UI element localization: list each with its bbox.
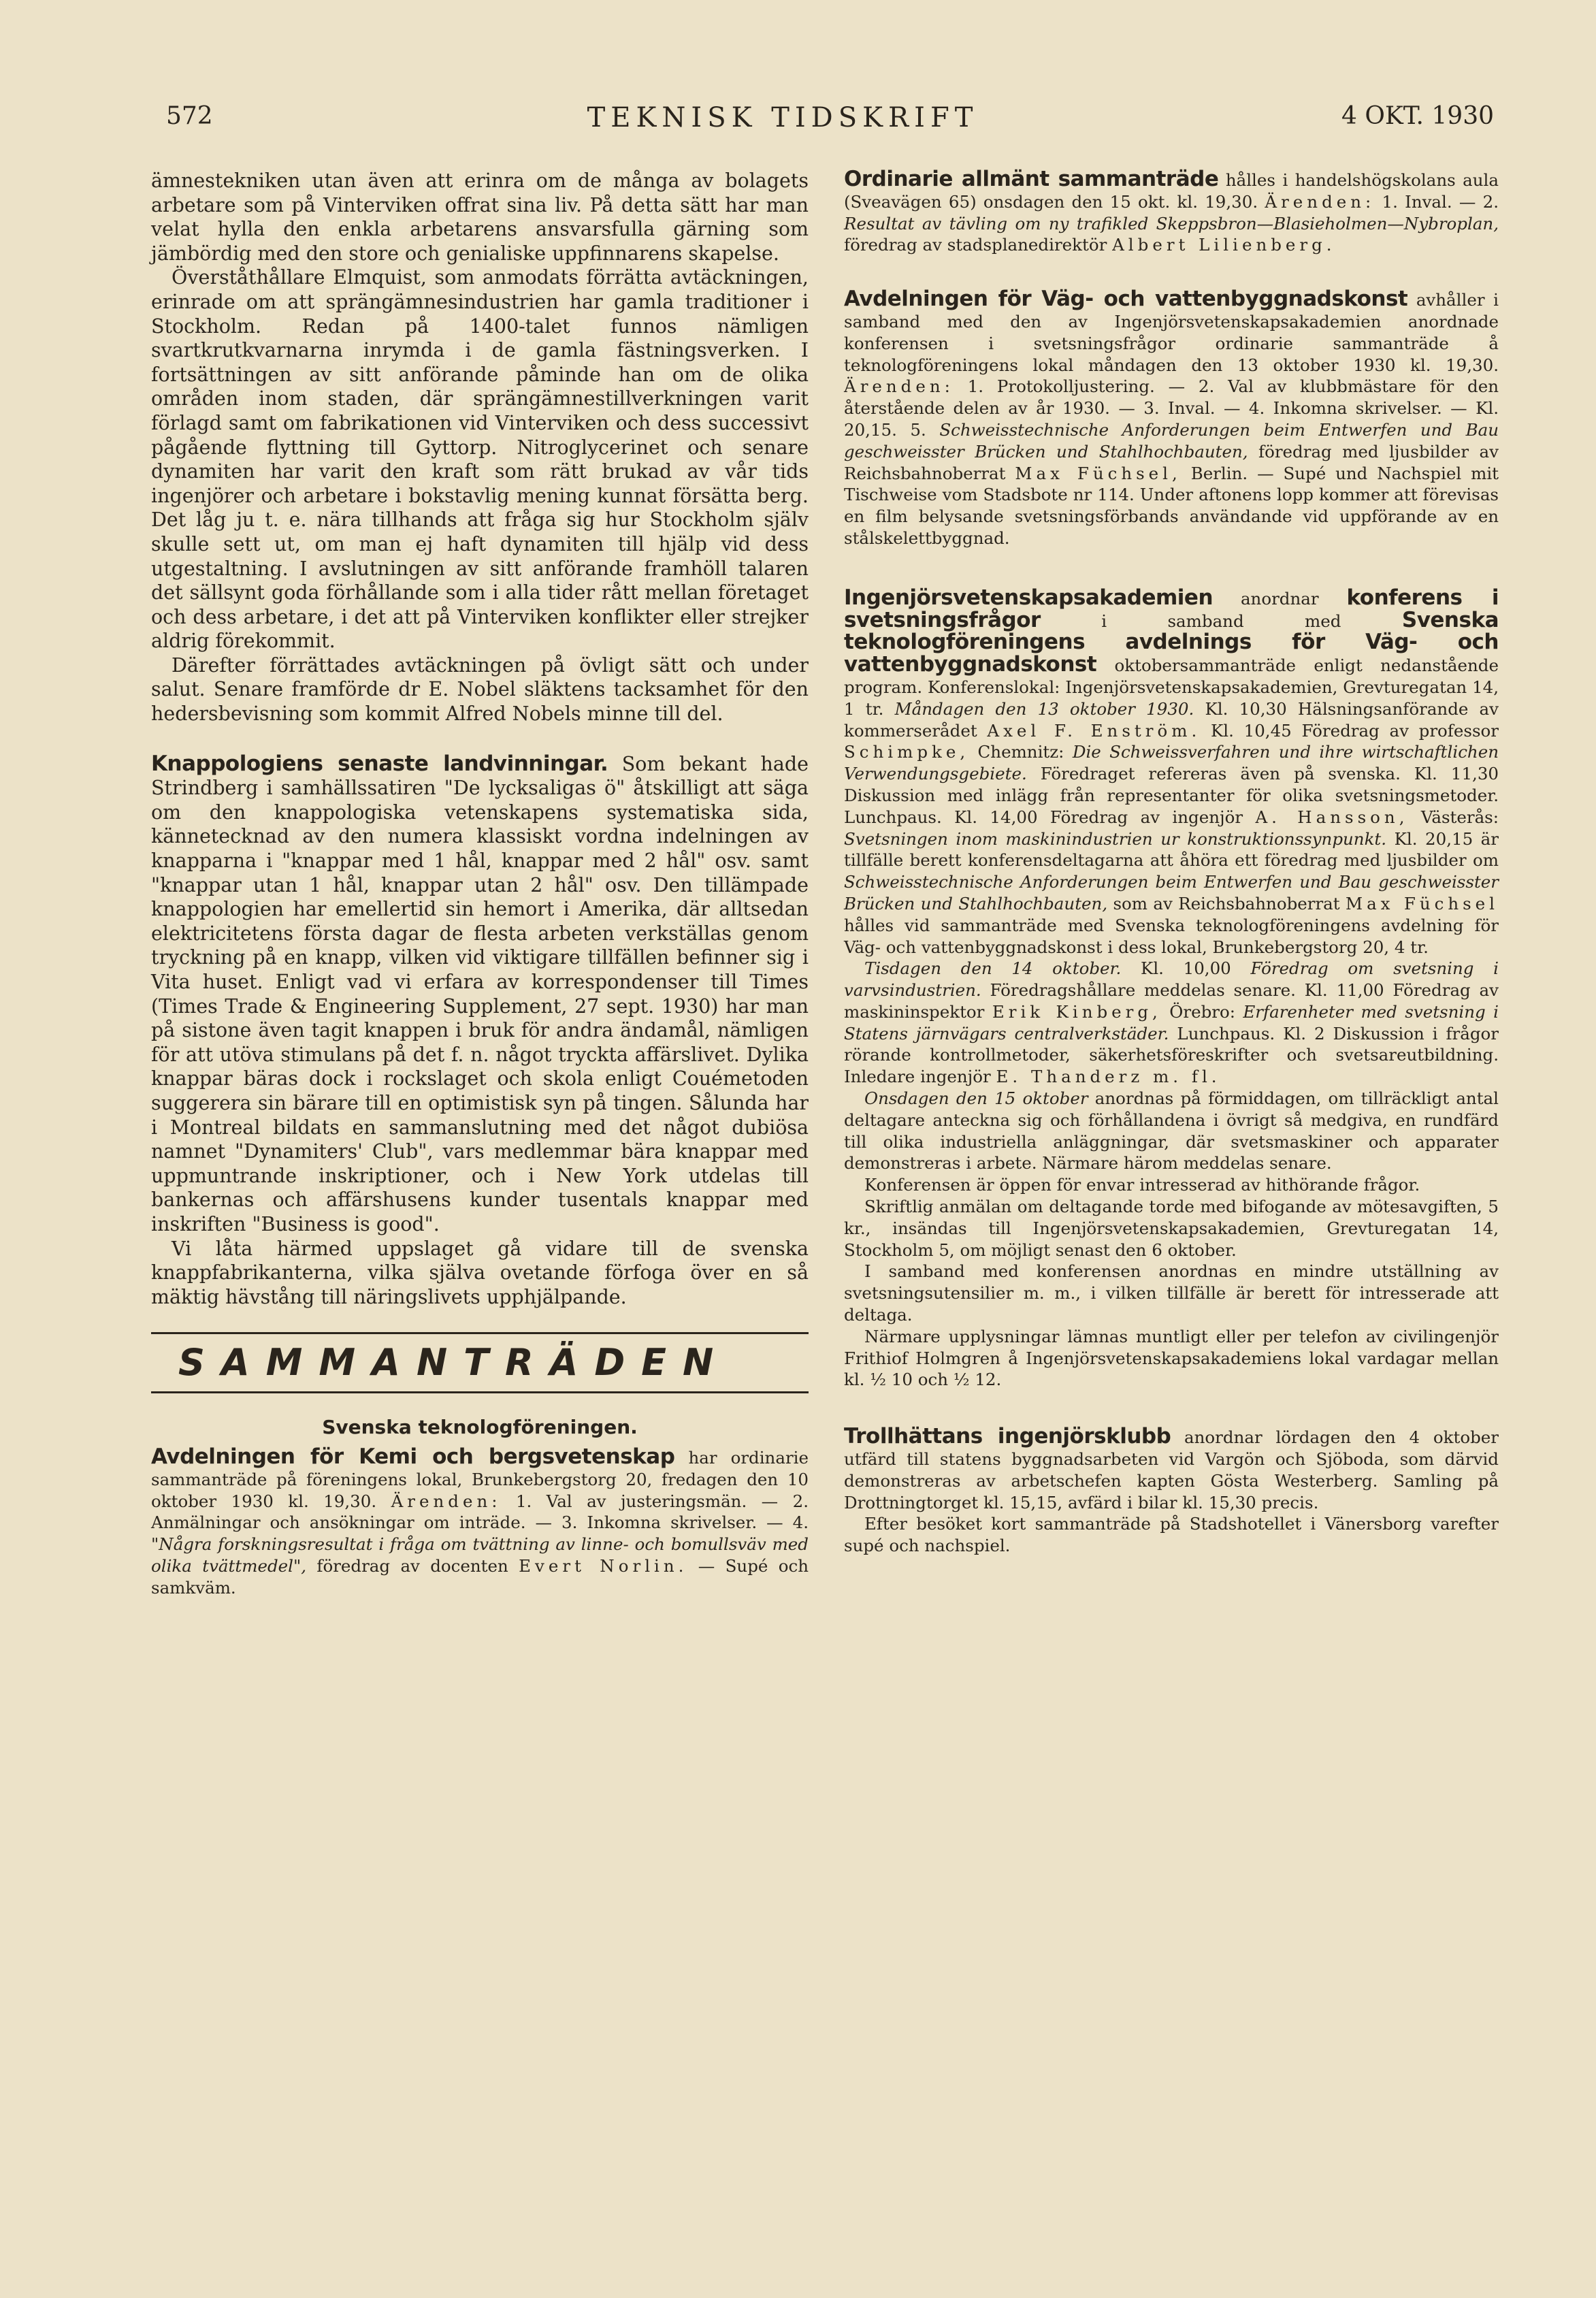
notice-heading: Ordinarie allmänt sammanträde [844,167,1219,191]
page-header [0,102,1596,143]
notice-kemi: Avdelningen för Kemi och bergsvetenskap har ordinarie sammanträde på föreningens lokal, Brunkebergstorg 20, fredagen den 10 oktober 1930 kl. 19,30. Ärenden: 1. Val av justeringsmän. — 2. Anmälningar och ansökningar om inträde. — 3. Inkomna skrivelser. — 4. "Några forskningsresultat i fråga om tvättning av linne- och bomullsväv med olika tvättmedel", föredrag av docenten Evert Norlin. — Supé och samkväm. [151,1444,809,1598]
paragraph: Tisdagen den 14 oktober. Kl. 10,00 Föredrag om svetsning i varvsindustrien. Föredragshållare meddelas senare. Kl. 11,00 Föredrag av maskininspektor Erik Kinberg, Örebro: Erfarenheter med svetsning i Statens järnvägars centralverkstäder. Lunchpaus. Kl. 2 Diskussion i frågor rörande kontrollmetoder, säkerhetsföreskrifter och svetsareutbildning. Inledare ingenjör E. Thanderz m. fl. [844,958,1499,1087]
notice-heading: Ingenjörsvetenskapsakademien [844,585,1214,610]
notice-ordinarie: Ordinarie allmänt sammanträde hålles i handelshögskolans aula (Sveavägen 65) onsdagen den 15 okt. kl. 19,30. Ärenden: 1. Inval. — 2. Resultat av tävling om ny trafikled Skeppsbron—Blasieholmen—Nybroplan, föredrag av stadsplanedirektör Albert Lilienberg. [844,167,1499,255]
notice-heading: Trollhättans ingenjörsklubb [844,1424,1171,1449]
right-column [844,169,1499,1557]
section-subheading: Svenska teknologföreningen. [322,1416,638,1439]
paragraph: Överståthållare Elmquist, som anmodats förrätta avtäckningen, erinrade om att sprängämnesindustrien har gamla traditioner i Stockholm. Redan på 1400-talet funnos nämligen svartkrutkvarnarna inrymda i de gamla fästningsverken. I fortsättningen av sitt anförande påminde han om de olika områden inom staden, där sprängämnestillverkningen varit förlagd samt om fabrikationen vid Vinterviken och dess successivt pågående flyttning till Gyttorp. Nitroglycerinet och senare dynamiten har varit den kraft som rätt brukad av vår tids ingenjörer och arbetare i bokstavlig mening kunnat försätta berg. Det låg ju t. e. nära tillhands att fråga sig hur Stockholm själv skulle sett ut, om man ej haft dynamiten till hjälp vid dess utgestaltning. I avslutningen av sitt anförande framhöll talaren det sällsynt goda förhållande som i alla tider rått mellan företaget och dess arbetare, i det att på Vinterviken konflikter eller strejker aldrig förekommit. [151,266,809,653]
notice-trollhattan: Trollhättans ingenjörsklubb anordnar lördagen den 4 oktober utfärd till statens byggnadsarbeten vid Vargön och Sjöboda, som därvid demonstreras av arbetschefen kapten Gösta Westerberg. Samling på Drottningtorget kl. 15,15, avfärd i bilar kl. 15,30 precis. [844,1424,1499,1512]
paragraph: I samband med konferensen anordnas en mindre utställning av svetsningsutensilier m. m., i vilken tillfälle är berett för intresserade att deltaga. [844,1261,1499,1325]
paragraph: Vi låta härmed uppslaget gå vidare till de svenska knappfabrikanterna, vilka själva ovetande förfoga över en så mäktig hävstång till näringslivets upphjälpande. [151,1237,809,1308]
notice-heading: Avdelningen för Kemi och bergsvetenskap [151,1444,675,1469]
notice-iva: Ingenjörsvetenskapsakademien anordnar konferens i svetsningsfrågor i samband med Svenska teknologföreningens avdelnings för Väg- och vattenbyggnadskonst oktobersammanträde enligt nedanstående program. Konferenslokal: Ingenjörsvetenskapsakademien, Grevturegatan 14, 1 tr. Måndagen den 13 oktober 1930. Kl. 10,30 Hälsningsanförande av kommerserådet Axel F. Enström. Kl. 10,45 Föredrag av professor Schimpke, Chemnitz: Die Schweissverfahren und ihre wirtschaftlichen Verwendungsgebiete. Föredraget refereras även på svenska. Kl. 11,30 Diskussion med inlägg från representanter för olika svetsningsmetoder. Lunchpaus. Kl. 14,00 Föredrag av ingenjör A. Hansson, Västerås: Svetsningen inom maskinindustrien ur konstruktionssynpunkt. Kl. 20,15 är tillfälle berett konferensdeltagarna att åhöra ett föredrag med ljusbilder om Schweisstechnische Anforderungen beim Entwerfen und Bau geschweisster Brücken und Stahlhochbauten, som av Reichsbahnoberrat Max Füchsel hålles vid sammanträde med Svenska teknologföreningens avdelning för Väg- och vattenbyggnadskonst i dess lokal, Brunkebergstorg 20, 4 tr. [844,585,1499,957]
journal-title: TEKNISK TIDSKRIFT [587,102,979,133]
notice-heading: Avdelningen för Väg- och vattenbyggnadskonst [844,287,1408,312]
paragraph: Närmare upplysningar lämnas muntligt eller per telefon av civilingenjör Frithiof Holmgren å Ingenjörsvetenskapsakademiens lokal vardagar mellan kl. ½ 10 och ½ 12. [844,1326,1499,1390]
paragraph: ämnestekniken utan även att erinra om de många av bolagets arbetare som på Vinterviken offrat sina liv. På detta sätt har man velat hylla den enkla arbetarens ansvarsfulla gärning som jämbördig med den store och genialiske uppfinnarens skapelse. [151,169,809,265]
page-number: 572 [166,102,213,130]
article-heading: Knappologiens senaste landvinningar. [151,751,608,776]
paragraph-text: Som bekant hade Strindberg i samhällssatiren "De lycksaligas ö" åtskilligt att säga om den knappologiska vetenskapens systematiska sida, kännetecknad av den numera klassiskt vordna indelningen av knapparna i "knappar med 1 hål, knappar med 2 hål" osv. samt "knappar utan 1 hål, knappar utan 2 hål" osv. Den tillämpade knappologien har emellertid sin hemort i Amerika, där alltsedan elektricitetens första dagar de flesta arbeten verkställas genom tryckning på en knapp, vilken vid viktigare tillfällen befinner sig i Vita huset. Enligt vad vi erfara av korrespondenser till Times (Times Trade & Engineering Supplement, 27 sept. 1930) har man på sistone även tagit knappen i bruk för andra ändamål, nämligen för att utöva stimulans på det f. n. något tryckta affärslivet. Dylika knappar bäras dock i rockslaget och skola enligt Couémetoden suggerera sin bärare till en optimistisk syn på tingen. Sålunda har i Montreal bildats en sammanslutning med det något dubiösa namnet "Dynamiters' Club", vars medlemmar bära knappar med uppmuntrande inskriptioner, och i New York utdelas till bankernas och affärshusens kunder tusentals knappar med inskriften "Business is good". [151,752,809,1235]
paragraph: Därefter förrättades avtäckningen på övligt sätt och under salut. Senare framförde dr E. Nobel släktens tacksamhet för den hedersbevisning som kommit Alfred Nobels minne till del. [151,653,809,726]
issue-date: 4 OKT. 1930 [1341,102,1494,130]
left-column [151,169,809,1598]
paragraph: Onsdagen den 15 oktober anordnas på förmiddagen, om tillräckligt antal deltagare anteckna sig och förhållandena i övrigt så medgiva, en rundfärd till olika industriella anläggningar, där svetsmaskiner och apparater demonstreras i arbete. Närmare härom meddelas senare. [844,1088,1499,1174]
paragraph: Konferensen är öppen för envar intresserad av hithörande frågor. [864,1175,1420,1195]
paragraph: Skriftlig anmälan om deltagande torde med bifogande av mötesavgiften, 5 kr., insändas till Ingenjörsvetenskapsakademien, Grevturegatan 14, Stockholm 5, om möjligt senast den 6 oktober. [844,1197,1499,1260]
notice-vag: Avdelningen för Väg- och vattenbyggnadskonst avhåller i samband med den av Ingenjörsvetenskapsakademien anordnade konferensen i svetsningsfrågor ordinarie sammanträde å teknologföreningens lokal måndagen den 13 oktober 1930 kl. 19,30. Ärenden: 1. Protokolljustering. — 2. Val av klubbmästare för den återstående delen av år 1930. — 3. Inval. — 4. Inkomna skrivelser. — Kl. 20,15. 5. Schweisstechnische Anforderungen beim Entwerfen und Bau geschweisster Brücken und Stahlhochbauten, föredrag med ljusbilder av Reichsbahnoberrat Max Füchsel, Berlin. — Supé und Nachspiel mit Tischweise vom Stadsbote nr 114. Under aftonens lopp kommer att förevisas en film belysande svetsningsförbands användande vid uppförande av en stålskelettbyggnad. [844,287,1499,548]
paragraph: Efter besöket kort sammanträde på Stadshotellet i Vänersborg varefter supé och nachspiel. [844,1514,1499,1556]
article-knappologi [151,752,809,1237]
section-banner: SAMMANTRÄDEN [151,1332,809,1393]
